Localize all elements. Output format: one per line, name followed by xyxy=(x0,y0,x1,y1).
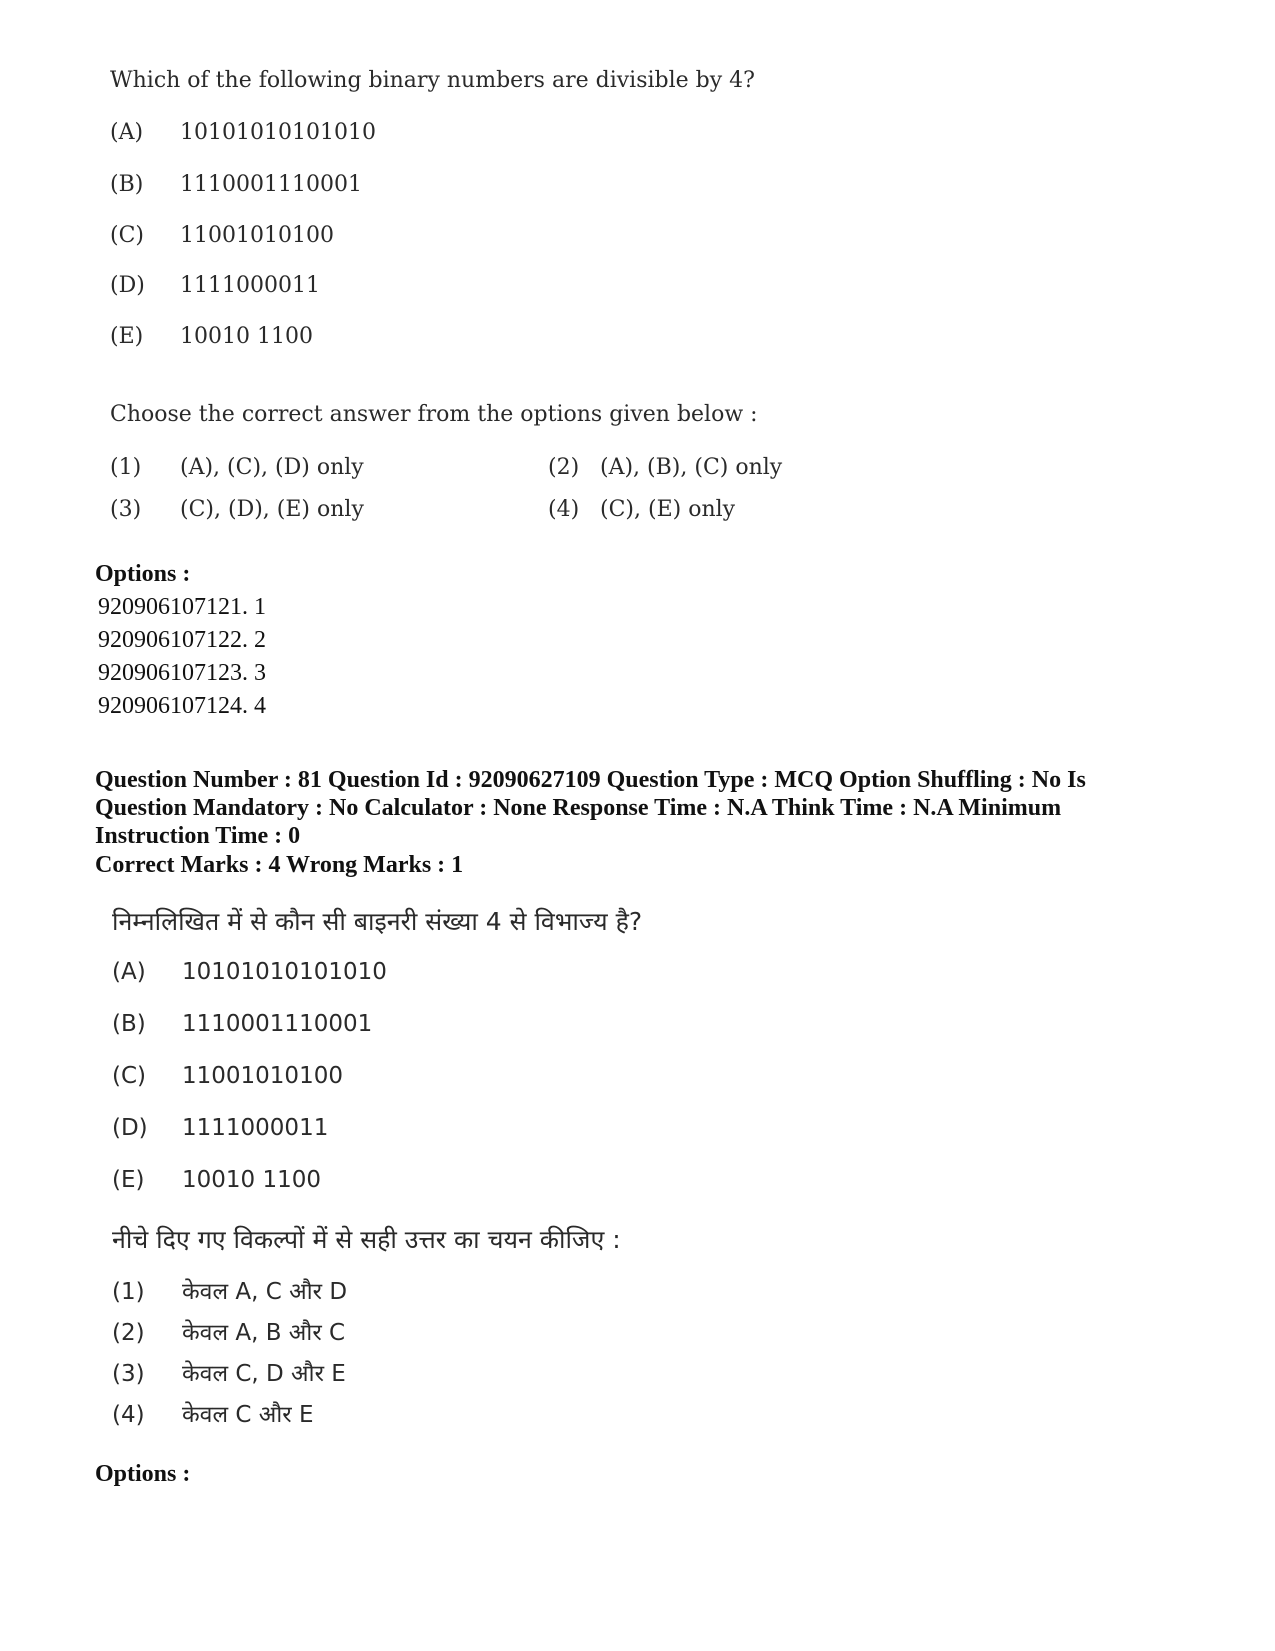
answer-choice xyxy=(112,1358,346,1390)
statement-value: 1110001110001 xyxy=(180,172,362,197)
statement-item xyxy=(112,1060,343,1092)
statement-item xyxy=(112,956,387,988)
statement-key: (E) xyxy=(110,324,144,349)
option-id-item: 920906107122. 2 xyxy=(98,627,266,653)
answer-choice xyxy=(548,452,782,484)
meta-line: Question Number : 81 Question Id : 92090627109 Question Type : MCQ Option Shuffling : No Is xyxy=(95,767,1086,793)
statement-value: 10101010101010 xyxy=(182,959,387,985)
answer-choice xyxy=(110,494,364,526)
statement-key: (B) xyxy=(112,1011,146,1037)
option-id-item: 920906107124. 4 xyxy=(98,693,266,719)
statement-value: 1111000011 xyxy=(182,1115,329,1141)
choice-value: केवल C, D और E xyxy=(182,1361,346,1387)
statement-value: 10010 1100 xyxy=(180,324,313,349)
choice-value: केवल C और E xyxy=(182,1402,314,1428)
choice-key: (1) xyxy=(112,1279,145,1305)
statement-key: (C) xyxy=(110,223,144,248)
statement-value: 10010 1100 xyxy=(182,1167,322,1193)
meta-line: Question Mandatory : No Calculator : None Response Time : N.A Think Time : N.A Minimum xyxy=(95,795,1062,821)
choice-value: (C), (D), (E) only xyxy=(180,497,364,522)
choice-key: (4) xyxy=(112,1402,145,1428)
options-label: Options : xyxy=(95,561,191,587)
question-text: Which of the following binary numbers are divisible by 4? xyxy=(110,68,755,93)
statement-value: 1111000011 xyxy=(180,273,320,298)
meta-line: Instruction Time : 0 xyxy=(95,823,301,849)
answer-choice xyxy=(548,494,735,526)
statement-item xyxy=(112,1008,372,1040)
statement-value: 10101010101010 xyxy=(180,120,376,145)
statement-item xyxy=(110,220,334,252)
choose-instruction: Choose the correct answer from the options given below : xyxy=(110,402,758,427)
choose-instruction-hindi: नीचे दिए गए विकल्पों में से सही उत्तर का चयन कीजिए : xyxy=(112,1225,621,1254)
choice-key: (4) xyxy=(548,497,580,522)
options-label: Options : xyxy=(95,1461,191,1487)
option-id-item: 920906107121. 1 xyxy=(98,594,266,620)
statement-value: 11001010100 xyxy=(180,223,334,248)
statement-key: (A) xyxy=(112,959,146,985)
statement-item xyxy=(110,169,362,201)
question-meta xyxy=(95,766,1215,850)
statement-item xyxy=(112,1112,328,1144)
statement-key: (D) xyxy=(110,273,145,298)
statement-item xyxy=(110,117,376,149)
choice-key: (3) xyxy=(112,1361,145,1387)
statement-item xyxy=(110,270,320,302)
answer-choice xyxy=(112,1399,314,1431)
statement-key: (C) xyxy=(112,1063,147,1089)
answer-choice xyxy=(112,1276,347,1308)
statement-key: (A) xyxy=(110,120,144,145)
statement-key: (B) xyxy=(110,172,144,197)
statement-item xyxy=(110,321,313,353)
statement-value: 11001010100 xyxy=(182,1063,343,1089)
question-text-hindi: निम्नलिखित में से कौन सी बाइनरी संख्या 4 से विभाज्य है? xyxy=(112,907,643,936)
marks-line: Correct Marks : 4 Wrong Marks : 1 xyxy=(95,852,464,878)
statement-value: 1110001110001 xyxy=(182,1011,373,1037)
choice-key: (2) xyxy=(112,1320,145,1346)
statement-item xyxy=(112,1164,321,1196)
option-id-item: 920906107123. 3 xyxy=(98,660,266,686)
statement-key: (D) xyxy=(112,1115,148,1141)
choice-value: केवल A, B और C xyxy=(182,1320,346,1346)
choice-value: (C), (E) only xyxy=(600,497,736,522)
choice-value: (A), (B), (C) only xyxy=(600,455,783,480)
answer-choice xyxy=(110,452,364,484)
answer-choice xyxy=(112,1317,345,1349)
choice-key: (1) xyxy=(110,455,142,480)
choice-key: (3) xyxy=(110,497,142,522)
choice-value: (A), (C), (D) only xyxy=(180,455,364,480)
choice-key: (2) xyxy=(548,455,580,480)
statement-key: (E) xyxy=(112,1167,145,1193)
choice-value: केवल A, C और D xyxy=(182,1279,348,1305)
